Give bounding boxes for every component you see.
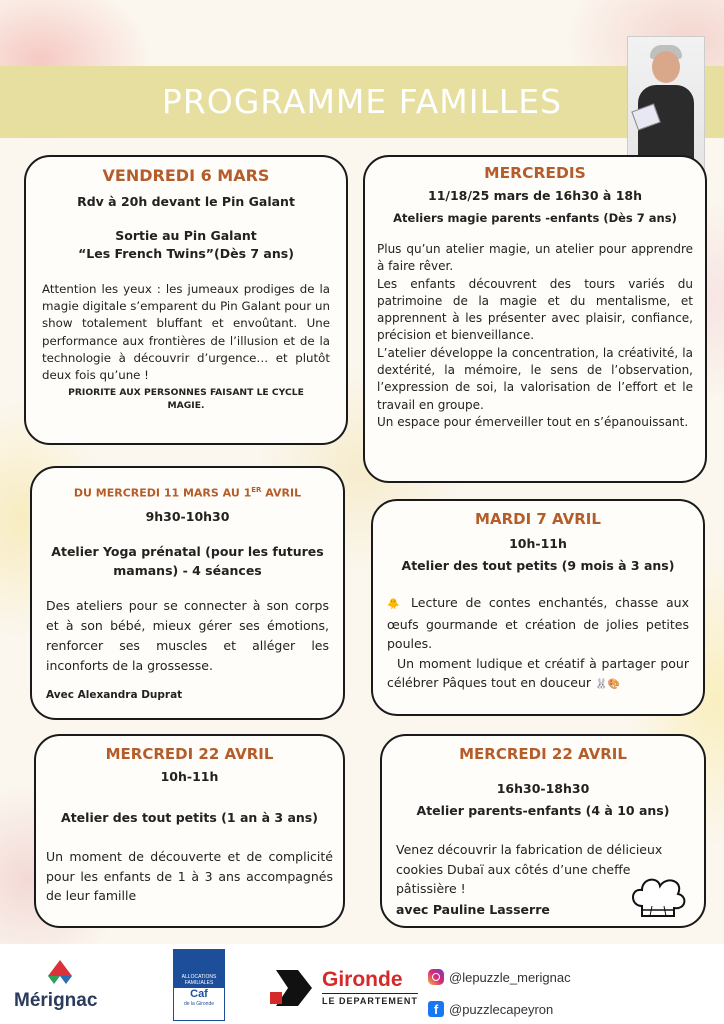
caf-name: Caf xyxy=(190,988,208,1000)
card-rdv: Rdv à 20h devant le Pin Galant xyxy=(77,194,295,209)
facebook-handle: @puzzlecapeyron xyxy=(449,1001,554,1017)
card-subtitle: Atelier des tout petits (9 mois à 3 ans) xyxy=(401,558,675,573)
card-subtitle: Atelier parents-enfants (4 à 10 ans) xyxy=(416,803,670,818)
caf-top: ALLOCATIONS FAMILIALES xyxy=(174,950,224,988)
card-subtitle: Atelier Yoga prénatal (pour les futures mamans) - 4 séances xyxy=(51,543,324,578)
card-mercredis xyxy=(363,155,707,483)
card-time: 10h-11h xyxy=(160,769,219,784)
card-heading xyxy=(46,482,329,502)
card-time: 16h30-18h30 xyxy=(496,781,590,796)
card-p3: L’atelier développe la concentration, la créativité, la dextérité, la mémoire, le sens de l’observation, l’expression de soi, la valorisation de l’effort et le travail en groupe. xyxy=(377,345,693,412)
caf-logo xyxy=(173,949,225,1021)
card-body2-text: Un moment ludique et créatif à partager pour célébrer Pâques tout en douceur xyxy=(387,655,689,690)
card-heading: VENDREDI 6 MARS xyxy=(102,166,270,185)
card-p2: Les enfants découvrent des tours variés du patrimoine de la magie et du mentalisme, et apprennent à les présenter avec plaisir, confiance, précision et bienveillance. xyxy=(377,276,693,343)
card-p1: Plus qu’un atelier magie, un atelier pour apprendre à faire rêver. xyxy=(377,242,693,274)
card-vendredi-6-mars xyxy=(24,155,348,445)
card-with: Avec Alexandra Duprat xyxy=(46,688,183,701)
facebook-link[interactable] xyxy=(428,1001,553,1017)
card-show: “Les French Twins”(Dès 7 ans) xyxy=(78,246,294,261)
card-priority: PRIORITE AUX PERSONNES FAISANT LE CYCLE MAGIE. xyxy=(68,387,304,412)
photo-head xyxy=(652,51,680,83)
facebook-icon: f xyxy=(428,1001,444,1017)
card-mercredi-22-avril-apres-midi xyxy=(380,734,706,928)
card-with: avec Pauline Lasserre xyxy=(396,901,550,917)
instagram-handle: @lepuzzle_merignac xyxy=(449,969,571,985)
card-sortie: Sortie au Pin Galant xyxy=(115,228,257,243)
merignac-logo-icon xyxy=(42,960,78,986)
merignac-logo-text: Mérignac xyxy=(14,990,98,1011)
card-heading: MERCREDI 22 AVRIL xyxy=(459,745,627,763)
card-body1 xyxy=(387,593,689,654)
card-body: Venez découvrir la fabrication de délicieux cookies Dubaï aux côtés d’une cheffe pâtissière ! xyxy=(396,842,663,896)
card-body2 xyxy=(387,654,689,695)
card-heading: MERCREDI 22 AVRIL xyxy=(105,745,274,763)
card-mardi-7-avril xyxy=(371,499,705,716)
card-heading-sup: ER xyxy=(251,486,262,494)
card-yoga xyxy=(30,466,345,720)
card-subtitle: Ateliers magie parents -enfants (Dès 7 ans) xyxy=(393,211,677,225)
page-title: PROGRAMME FAMILLES xyxy=(161,82,563,121)
chick-icon: 🐥 xyxy=(387,599,404,610)
card-body1-text: Lecture de contes enchantés, chasse aux œufs gourmande et création de jolies petites poules. xyxy=(387,595,690,651)
gironde-logo-icon xyxy=(268,962,318,1012)
card-body: Attention les yeux : les jumeaux prodiges de la magie digitale s’emparent du Pin Galant pour un show totalement bluffant et envoûtant. Une performance aux frontières de l’illusion et de la technologie à découvrir d’urgence… et plutôt deux fois qu’une ! xyxy=(42,282,330,383)
card-body: Un moment de découverte et de complicité pour les enfants de 1 à 3 ans accompagnés de leur famille xyxy=(46,849,333,903)
card-mercredi-22-avril-matin xyxy=(34,734,345,928)
card-p4: Un espace pour émerveiller tout en s’épanouissant. xyxy=(377,414,689,429)
card-heading-a: DU MERCREDI 11 MARS AU 1 xyxy=(73,486,252,500)
card-heading-b: AVRIL xyxy=(261,486,302,500)
bunny-palette-icon: 🐰🎨 xyxy=(595,679,620,690)
instagram-link[interactable] xyxy=(428,969,571,985)
card-subtitle: Atelier des tout petits (1 an à 3 ans) xyxy=(61,810,318,825)
card-heading: MARDI 7 AVRIL xyxy=(475,510,601,528)
card-time: 9h30-10h30 xyxy=(145,508,230,524)
gironde-departement: LE DEPARTEMENT xyxy=(322,993,418,1006)
gironde-logo-text: Gironde xyxy=(322,968,403,991)
instagram-icon xyxy=(428,969,444,985)
card-dates: 11/18/25 mars de 16h30 à 18h xyxy=(428,188,642,203)
chef-hat-icon xyxy=(628,876,688,922)
caf-sub: de la Gironde xyxy=(183,1001,215,1007)
card-time: 10h-11h xyxy=(509,536,567,551)
card-body: Des ateliers pour se connecter à son corps et à son bébé, mieux gérer ses émotions, renforcer ses muscles et alléger les inconforts de la grossesse. xyxy=(46,597,329,673)
card-heading: MERCREDIS xyxy=(484,164,586,182)
